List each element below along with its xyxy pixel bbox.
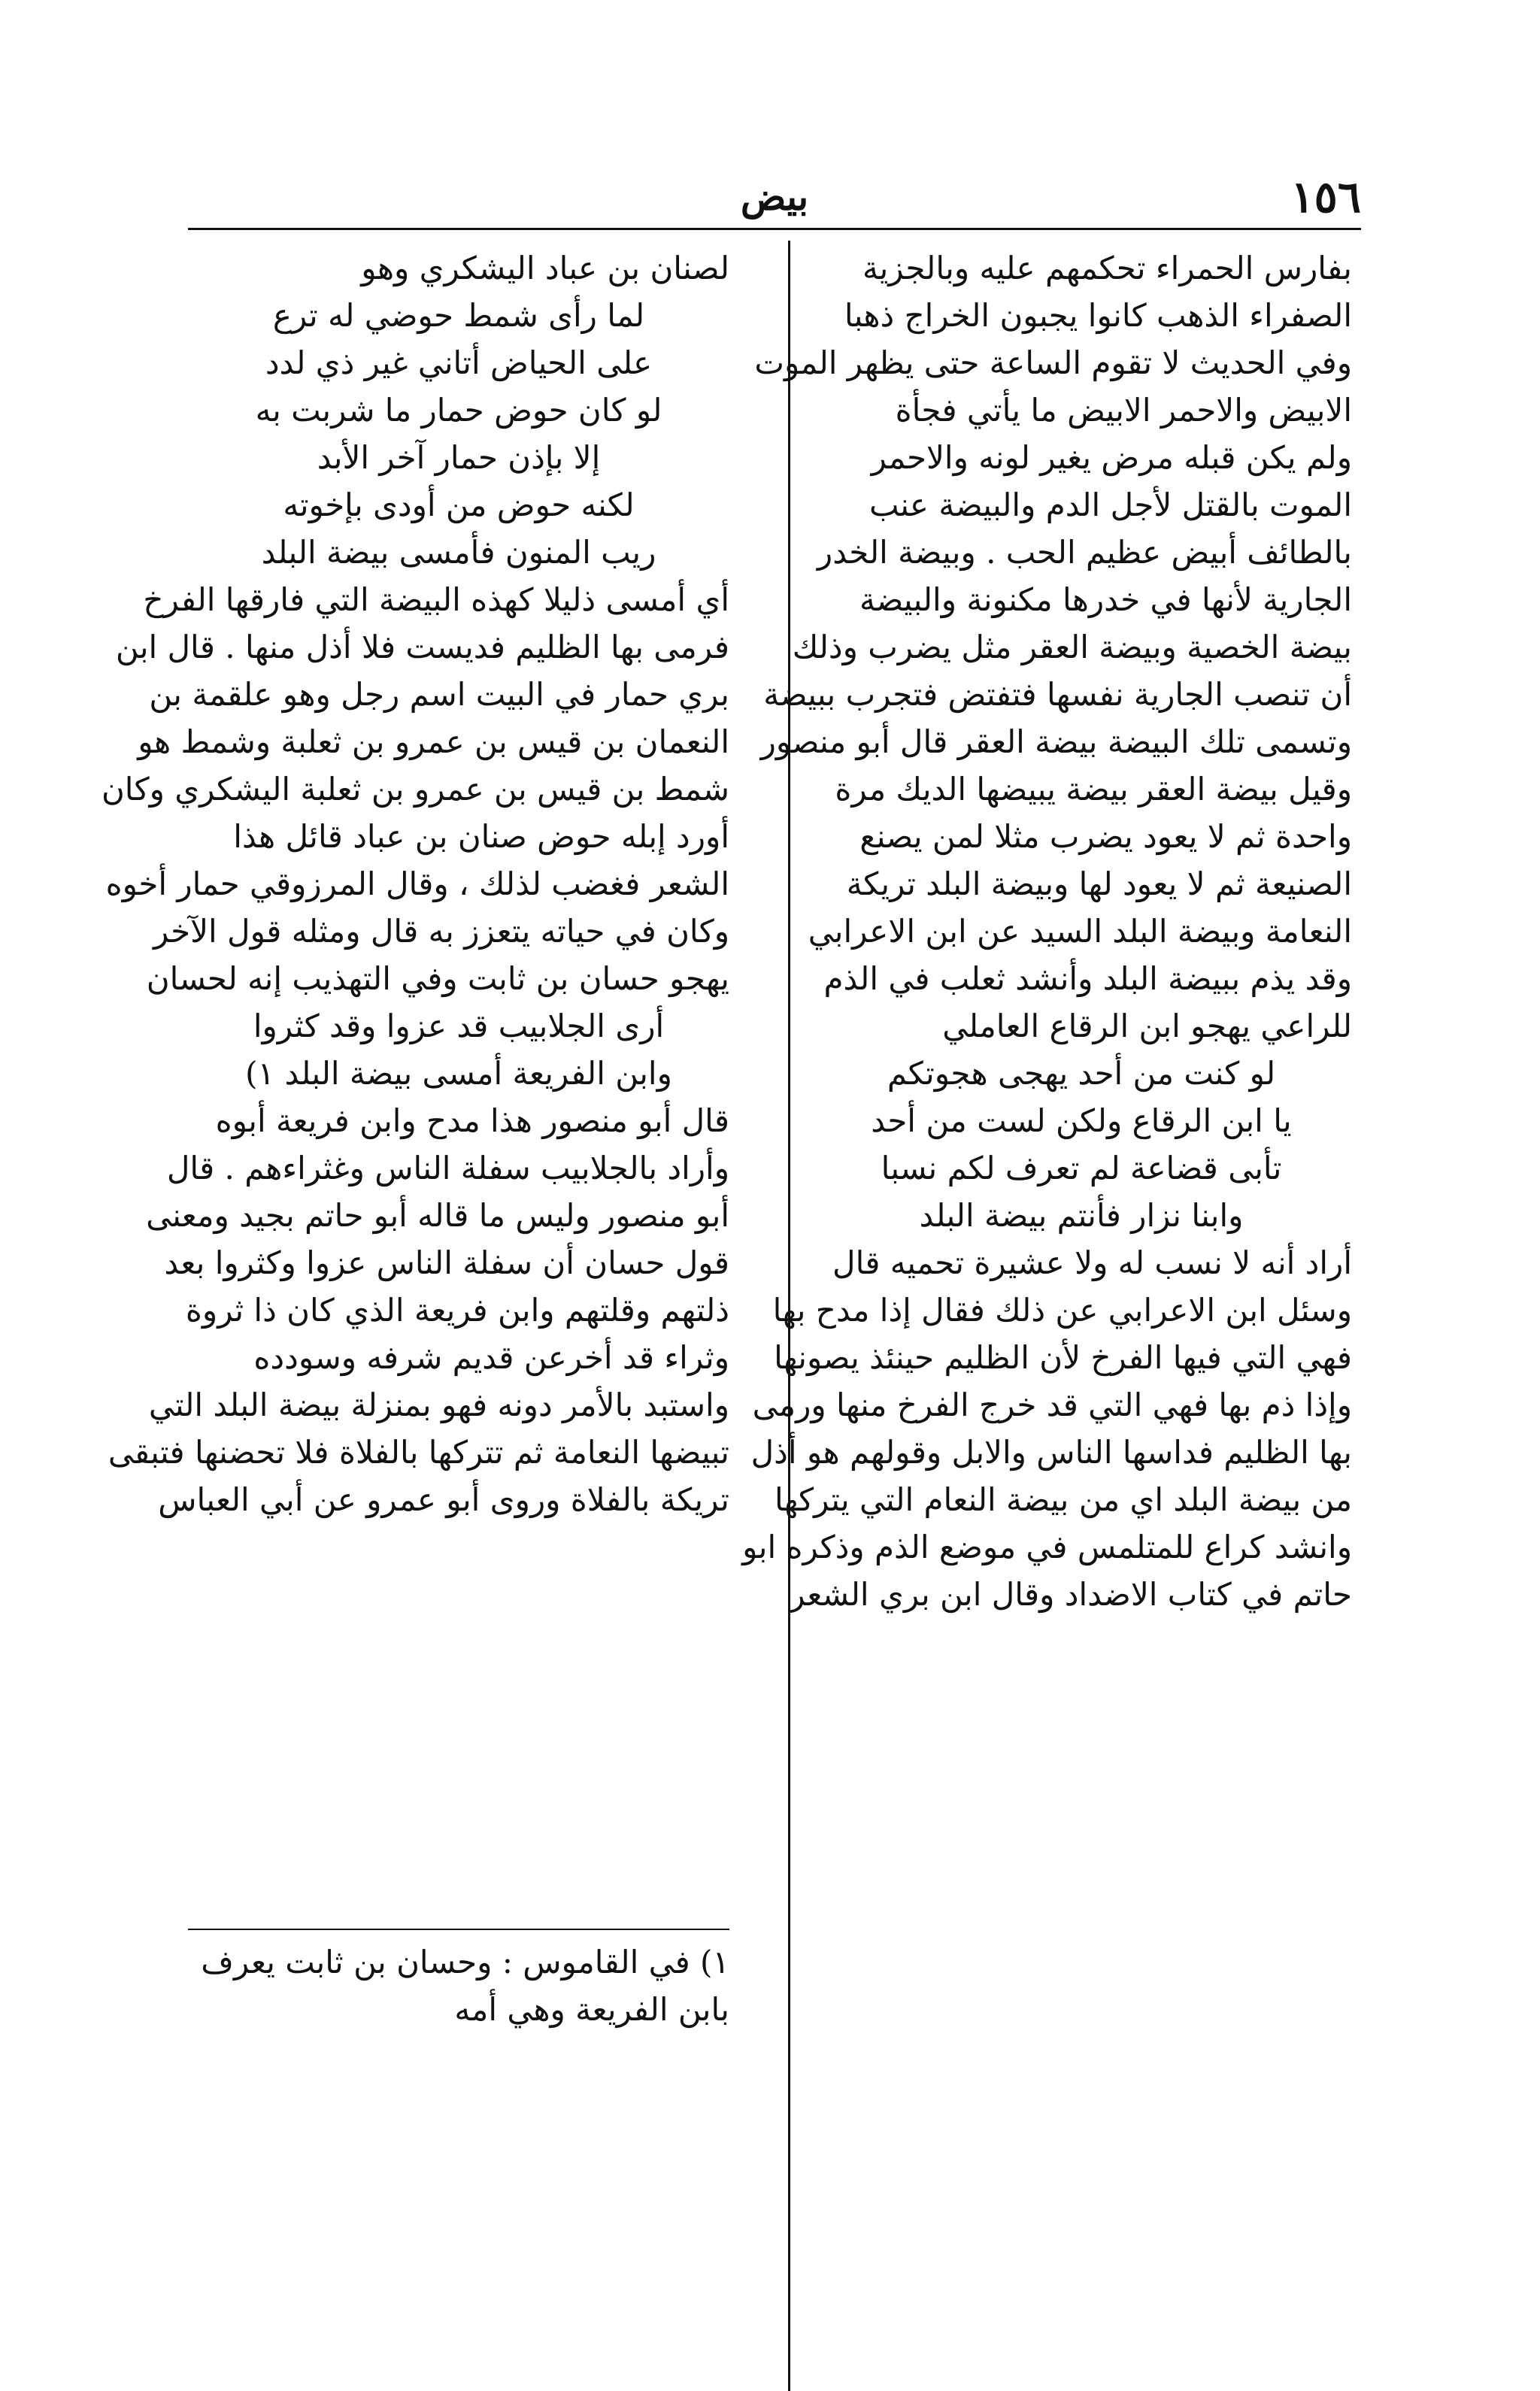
text-line: حاتم في كتاب الاضداد وقال ابن بري الشعر xyxy=(790,1576,1352,1613)
text-line: وسئل ابن الاعرابي عن ذلك فقال إذا مدح بها xyxy=(772,1292,1352,1329)
text-line: الصنيعة ثم لا يعود لها وبيضة البلد تريكة xyxy=(846,865,1352,902)
text-line: للراعي يهجو ابن الرقاع العاملي xyxy=(942,1008,1352,1044)
verse-line: لكنه حوض من أودى بإخوته xyxy=(283,486,635,523)
text-line: بها الظليم فداسها الناس والابل وقولهم هو أذل xyxy=(750,1434,1352,1471)
text-line: قول حسان أن سفلة الناس عزوا وكثروا بعد xyxy=(164,1244,729,1281)
verse-line: على الحياض أتاني غير ذي لدد xyxy=(265,344,653,381)
text-line: ذلتهم وقلتهم وابن فريعة الذي كان ذا ثروة xyxy=(185,1292,729,1329)
text-line: الشعر فغضب لذلك ، وقال المرزوقي حمار أخوه xyxy=(105,865,729,902)
verse-line: وابن الفريعة أمسى بيضة البلد ١) xyxy=(245,1055,672,1092)
verse-line: إلا بإذن حمار آخر الأبد xyxy=(317,439,601,476)
text-line: أن تنصب الجارية نفسها فتفتض فتجرب ببيضة xyxy=(763,676,1352,713)
text-line: يهجو حسان بن ثابت وفي التهذيب إنه لحسان xyxy=(146,960,729,997)
text-line: أبو منصور وليس ما قاله أبو حاتم بجيد ومعنى xyxy=(146,1197,729,1234)
text-line: وقد يذم ببيضة البلد وأنشد ثعلب في الذم xyxy=(823,960,1352,997)
verse-line: تأبى قضاعة لم تعرف لكم نسبا xyxy=(881,1150,1282,1186)
right-column xyxy=(742,244,1352,1618)
text-line: بيضة الخصية وبيضة العقر مثل يضرب وذلك xyxy=(792,629,1352,665)
text-line: فهي التي فيها الفرخ لأن الظليم حينئذ يصونها xyxy=(774,1339,1352,1376)
text-line: بفارس الحمراء تحكمهم عليه وبالجزية xyxy=(862,250,1352,286)
text-line: وقيل بيضة العقر بيضة يبيضها الديك مرة xyxy=(835,771,1352,808)
text-line: أي أمسى ذليلا كهذه البيضة التي فارقها الفرخ xyxy=(143,581,729,618)
footnote-line: بابن الفريعة وهي أمه xyxy=(454,1991,729,2028)
text-line: الجارية لأنها في خدرها مكنونة والبيضة xyxy=(859,581,1352,618)
text-line: وكان في حياته يتعزز به قال ومثله قول الآخر xyxy=(153,913,729,950)
text-line: وأراد بالجلابيب سفلة الناس وغثراءهم . قال xyxy=(166,1150,729,1186)
page-header xyxy=(188,167,1361,227)
text-line: ولم يكن قبله مرض يغير لونه والاحمر xyxy=(871,439,1352,476)
text-line: النعمان بن قيس بن عمرو بن ثعلبة وشمط هو xyxy=(138,723,729,760)
text-line: واستبد بالأمر دونه فهو بمنزلة بيضة البلد التي xyxy=(148,1386,729,1423)
text-line: شمط بن قيس بن عمرو بن ثعلبة اليشكري وكان xyxy=(101,771,729,808)
text-line: واحدة ثم لا يعود يضرب مثلا لمن يصنع xyxy=(859,818,1352,855)
text-line: بري حمار في البيت اسم رجل وهو علقمة بن xyxy=(149,676,729,713)
text-line: الموت بالقتل لأجل الدم والبيضة عنب xyxy=(869,486,1352,523)
verse-line: أرى الجلابيب قد عزوا وقد كثروا xyxy=(253,1008,665,1044)
text-line: أورد إبله حوض صنان بن عباد قائل هذا xyxy=(233,818,729,855)
footnote-line: ١) في القاموس : وحسان بن ثابت يعرف xyxy=(201,1944,729,1980)
text-line: قال أبو منصور هذا مدح وابن فريعة أبوه xyxy=(215,1102,729,1139)
verse-line: ريب المنون فأمسى بيضة البلد xyxy=(261,534,656,571)
text-line: تريكة بالفلاة وروى أبو عمرو عن أبي العباس xyxy=(158,1481,729,1518)
text-line: الابيض والاحمر الابيض ما يأتي فجأة xyxy=(895,392,1352,429)
text-line: تبيضها النعامة ثم تتركها بالفلاة فلا تحضنها فتبقى xyxy=(108,1434,729,1471)
text-line: وثراء قد أخرعن قديم شرفه وسودده xyxy=(253,1339,729,1376)
text-line: وفي الحديث لا تقوم الساعة حتى يظهر الموت xyxy=(754,344,1352,381)
page-number: ١٥٦ xyxy=(1290,171,1361,223)
header-rule xyxy=(188,228,1361,230)
verse-line: لو كنت من أحد يهجى هجوتكم xyxy=(887,1055,1276,1092)
footnotes xyxy=(188,1938,729,2033)
verse-line: وابنا نزار فأنتم بيضة البلد xyxy=(919,1197,1244,1234)
verse-line: يا ابن الرقاع ولكن لست من أحد xyxy=(871,1102,1292,1139)
text-line: النعامة وبيضة البلد السيد عن ابن الاعرابي xyxy=(808,913,1352,950)
running-head: بيض xyxy=(740,174,809,219)
verse-line: لو كان حوض حمار ما شربت به xyxy=(255,392,662,429)
text-line: وتسمى تلك البيضة بيضة العقر قال أبو منصور xyxy=(760,723,1352,760)
text-line: وانشد كراع للمتلمس في موضع الذم وذكره ابو xyxy=(742,1529,1352,1565)
verse-line: لما رأى شمط حوضي له ترع xyxy=(272,297,645,334)
text-line: الصفراء الذهب كانوا يجبون الخراج ذهبا xyxy=(844,297,1352,334)
footnote-rule xyxy=(188,1929,729,1930)
left-column xyxy=(101,244,729,1523)
text-line: بالطائف أبيض عظيم الحب . وبيضة الخدر xyxy=(817,534,1352,571)
text-line: أراد أنه لا نسب له ولا عشيرة تحميه قال xyxy=(832,1244,1352,1281)
text-line: وإذا ذم بها فهي التي قد خرج الفرخ منها ورمى xyxy=(752,1386,1352,1423)
text-line: من بيضة البلد اي من بيضة النعام التي يتركها xyxy=(774,1481,1352,1518)
text-line: فرمى بها الظليم فديست فلا أذل منها . قال ابن xyxy=(115,629,729,665)
text-line: لصنان بن عباد اليشكري وهو xyxy=(361,250,729,286)
